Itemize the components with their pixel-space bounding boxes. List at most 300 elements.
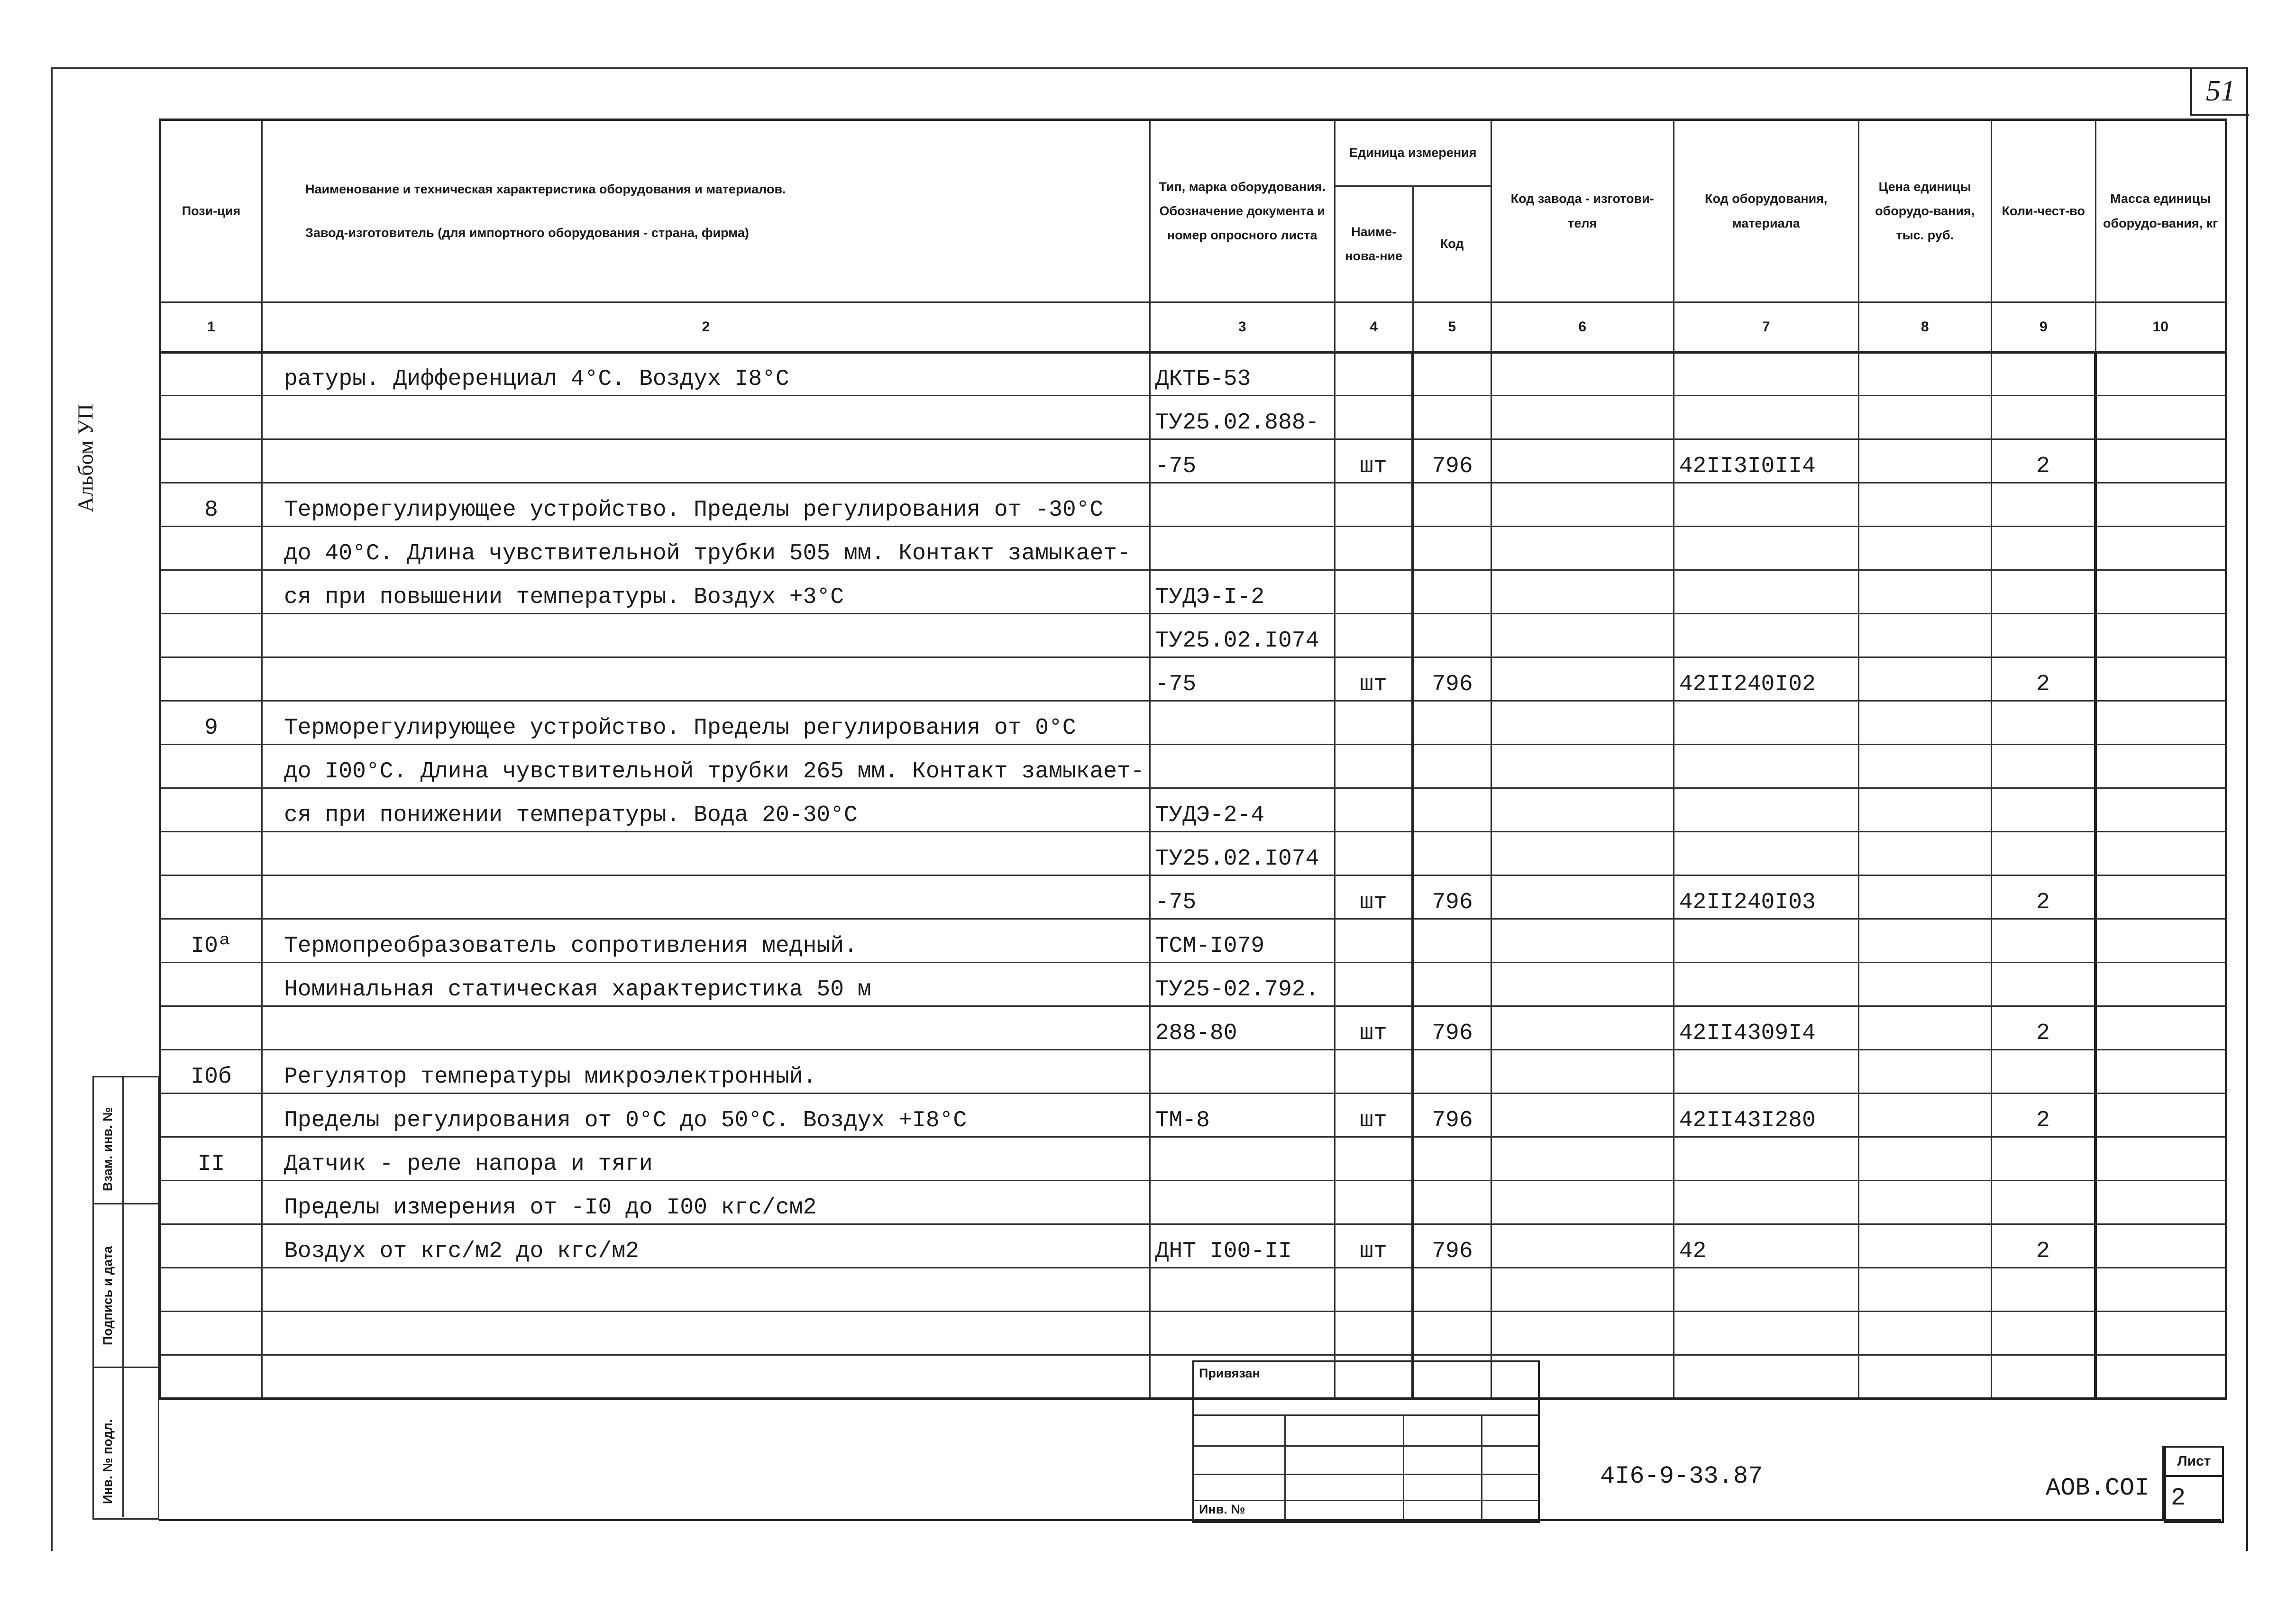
name-cell: ся при повышении температуры. Воздух +3°С <box>262 570 1150 614</box>
unit-name-cell <box>1335 614 1413 657</box>
table-body <box>160 352 2226 1399</box>
plant-code-cell <box>1491 396 1674 439</box>
mass-cell <box>2095 570 2226 614</box>
type-cell: ДКТБ-53 <box>1150 352 1335 396</box>
equipment-code-cell <box>1674 614 1858 657</box>
plant-code-cell <box>1491 745 1674 788</box>
table-row <box>160 1094 2226 1137</box>
unit-code-cell <box>1413 483 1491 527</box>
unit-code-cell <box>1413 396 1491 439</box>
column-number: 2 <box>262 302 1150 352</box>
mass-cell <box>2095 1137 2226 1181</box>
unit-name-cell <box>1335 527 1413 570</box>
price-cell <box>1858 1050 1991 1094</box>
type-cell <box>1150 1050 1335 1094</box>
unit-name-cell: шт <box>1335 1006 1413 1050</box>
plant-code-cell <box>1491 788 1674 832</box>
name-cell: Терморегулирующее устройство. Пределы регулирования от -30°С <box>262 483 1150 527</box>
quantity-cell: 2 <box>1991 1094 2095 1137</box>
frame-left-border <box>51 67 53 1551</box>
document-code: 4I6-9-33.87 <box>1600 1462 1763 1490</box>
type-cell <box>1150 483 1335 527</box>
unit-code-cell <box>1413 527 1491 570</box>
name-cell <box>262 1006 1150 1050</box>
unit-code-cell <box>1413 1268 1491 1312</box>
unit-code-cell <box>1413 963 1491 1006</box>
quantity-cell <box>1991 483 2095 527</box>
mass-cell <box>2095 352 2226 396</box>
plant-code-cell <box>1491 439 1674 483</box>
column-number: 4 <box>1335 302 1413 352</box>
name-cell: до 40°С. Длина чувствительной трубки 505 мм. Контакт замыкает- <box>262 527 1150 570</box>
price-cell <box>1858 352 1991 396</box>
position-cell <box>160 614 262 657</box>
mass-cell <box>2095 1094 2226 1137</box>
position-cell <box>160 875 262 919</box>
unit-code-cell: 796 <box>1413 657 1491 701</box>
mass-cell <box>2095 963 2226 1006</box>
price-cell <box>1858 1137 1991 1181</box>
position-cell <box>160 439 262 483</box>
position-cell <box>160 1006 262 1050</box>
table-header <box>160 120 2226 352</box>
header-price: Цена единицы оборудо-вания, тыс. руб. <box>1858 120 1991 302</box>
type-cell: ТУДЭ-2-4 <box>1150 788 1335 832</box>
plant-code-cell <box>1491 1050 1674 1094</box>
price-cell <box>1858 439 1991 483</box>
name-cell: до I00°С. Длина чувствительной трубки 265 мм. Контакт замыкает- <box>262 745 1150 788</box>
unit-name-cell: шт <box>1335 1094 1413 1137</box>
quantity-cell <box>1991 919 2095 963</box>
table-row <box>160 745 2226 788</box>
position-cell <box>160 352 262 396</box>
header-unit-group: Единица измерения <box>1335 120 1491 186</box>
mass-cell <box>2095 483 2226 527</box>
quantity-cell: 2 <box>1991 875 2095 919</box>
equipment-code-cell <box>1674 1137 1858 1181</box>
frame-right-border <box>2246 67 2248 1551</box>
stamp-signature-label: Подпись и дата <box>101 1246 115 1345</box>
equipment-code-cell <box>1674 570 1858 614</box>
column-number: 7 <box>1674 302 1858 352</box>
unit-code-cell: 796 <box>1413 1006 1491 1050</box>
type-cell: ТУ25-02.792. <box>1150 963 1335 1006</box>
quantity-cell <box>1991 1137 2095 1181</box>
plant-code-cell <box>1491 657 1674 701</box>
quantity-cell <box>1991 788 2095 832</box>
type-cell: -75 <box>1150 439 1335 483</box>
unit-name-cell: шт <box>1335 657 1413 701</box>
equipment-code-cell <box>1674 919 1858 963</box>
position-cell <box>160 1268 262 1312</box>
unit-code-cell <box>1413 352 1491 396</box>
table-row <box>160 1137 2226 1181</box>
specification-table <box>159 119 2227 1400</box>
equipment-code-cell <box>1674 788 1858 832</box>
equipment-code-cell <box>1674 1268 1858 1312</box>
plant-code-cell <box>1491 1181 1674 1224</box>
mass-cell <box>2095 788 2226 832</box>
unit-name-cell: шт <box>1335 1224 1413 1268</box>
quantity-cell <box>1991 1312 2095 1355</box>
quantity-cell <box>1991 396 2095 439</box>
column-number: 10 <box>2095 302 2226 352</box>
equipment-code-cell <box>1674 963 1858 1006</box>
price-cell <box>1858 483 1991 527</box>
unit-name-cell <box>1335 701 1413 745</box>
price-cell <box>1858 788 1991 832</box>
equipment-code-cell: 42 <box>1674 1224 1858 1268</box>
type-cell <box>1150 527 1335 570</box>
stamp-vzam-cell <box>94 1077 158 1204</box>
equipment-code-cell <box>1674 1312 1858 1355</box>
name-cell <box>262 614 1150 657</box>
mass-cell <box>2095 657 2226 701</box>
sheet-number-value: 2 <box>2171 1484 2186 1512</box>
stamp-inv-cell <box>94 1367 158 1517</box>
album-label-text: Альбом УП <box>73 403 98 513</box>
mass-cell <box>2095 1224 2226 1268</box>
mass-cell <box>2095 919 2226 963</box>
quantity-cell <box>1991 527 2095 570</box>
equipment-code-cell <box>1674 1050 1858 1094</box>
quantity-cell <box>1991 570 2095 614</box>
equipment-code-cell: 42II4309I4 <box>1674 1006 1858 1050</box>
unit-code-cell: 796 <box>1413 439 1491 483</box>
stamp-signature-cell <box>94 1203 158 1368</box>
header-position: Пози-ция <box>160 120 262 302</box>
plant-code-cell <box>1491 875 1674 919</box>
position-cell: 9 <box>160 701 262 745</box>
plant-code-cell <box>1491 1312 1674 1355</box>
unit-code-cell: 796 <box>1413 875 1491 919</box>
name-cell: Номинальная статическая характеристика 50 м <box>262 963 1150 1006</box>
mass-cell <box>2095 527 2226 570</box>
quantity-cell <box>1991 352 2095 396</box>
quantity-cell <box>1991 1181 2095 1224</box>
equipment-code-cell <box>1674 1355 1858 1399</box>
price-cell <box>1858 1355 1991 1399</box>
plant-code-cell <box>1491 832 1674 875</box>
unit-code-cell <box>1413 570 1491 614</box>
bottom-border <box>159 1519 2221 1521</box>
equipment-code-cell: 42II240I03 <box>1674 875 1858 919</box>
name-cell <box>262 657 1150 701</box>
mass-cell <box>2095 1050 2226 1094</box>
plant-code-cell <box>1491 352 1674 396</box>
type-cell: ТСМ-I079 <box>1150 919 1335 963</box>
quantity-cell <box>1991 963 2095 1006</box>
type-cell: ТМ-8 <box>1150 1094 1335 1137</box>
table-row <box>160 701 2226 745</box>
sheet-code: АОВ.СОI <box>2046 1474 2150 1502</box>
quantity-cell: 2 <box>1991 1006 2095 1050</box>
equipment-code-cell <box>1674 352 1858 396</box>
price-cell <box>1858 1312 1991 1355</box>
unit-name-cell <box>1335 963 1413 1006</box>
name-cell <box>262 832 1150 875</box>
name-cell: Пределы измерения от -I0 до I00 кгс/см2 <box>262 1181 1150 1224</box>
column-number: 3 <box>1150 302 1335 352</box>
plant-code-cell <box>1491 1094 1674 1137</box>
position-cell <box>160 1094 262 1137</box>
unit-code-cell <box>1413 919 1491 963</box>
unit-name-cell <box>1335 1137 1413 1181</box>
unit-name-cell <box>1335 1181 1413 1224</box>
type-cell <box>1150 1137 1335 1181</box>
position-cell <box>160 1224 262 1268</box>
table-row <box>160 1006 2226 1050</box>
plant-code-cell <box>1491 1006 1674 1050</box>
unit-name-cell <box>1335 1050 1413 1094</box>
quantity-cell <box>1991 745 2095 788</box>
name-cell: ся при понижении температуры. Вода 20-30°С <box>262 788 1150 832</box>
position-cell <box>160 527 262 570</box>
quantity-cell <box>1991 614 2095 657</box>
mass-cell <box>2095 701 2226 745</box>
type-cell <box>1150 1268 1335 1312</box>
table-row <box>160 352 2226 396</box>
price-cell <box>1858 1268 1991 1312</box>
type-cell: ТУ25.02.888- <box>1150 396 1335 439</box>
equipment-code-cell <box>1674 396 1858 439</box>
unit-name-cell: шт <box>1335 439 1413 483</box>
mass-cell <box>2095 1355 2226 1399</box>
table-row <box>160 1181 2226 1224</box>
frame-top-border <box>52 67 2246 69</box>
mass-cell <box>2095 1268 2226 1312</box>
header-name-line1: Наименование и техническая характеристика оборудования и материалов. <box>305 182 786 197</box>
binding-stamp <box>1192 1360 1540 1523</box>
equipment-code-cell: 42II43I280 <box>1674 1094 1858 1137</box>
position-cell <box>160 832 262 875</box>
type-cell: -75 <box>1150 875 1335 919</box>
position-cell: 8 <box>160 483 262 527</box>
side-stamp <box>92 1076 159 1520</box>
equipment-code-cell <box>1674 483 1858 527</box>
unit-name-cell <box>1335 1312 1413 1355</box>
price-cell <box>1858 527 1991 570</box>
table-row <box>160 570 2226 614</box>
mass-cell <box>2095 1181 2226 1224</box>
table-row <box>160 875 2226 919</box>
table-row <box>160 396 2226 439</box>
plant-code-cell <box>1491 701 1674 745</box>
unit-name-cell <box>1335 396 1413 439</box>
name-cell: Воздух от кгс/м2 до кгс/м2 <box>262 1224 1150 1268</box>
table-row <box>160 788 2226 832</box>
name-cell: Датчик - реле напора и тяги <box>262 1137 1150 1181</box>
unit-code-cell <box>1413 1312 1491 1355</box>
type-cell <box>1150 1181 1335 1224</box>
position-cell <box>160 963 262 1006</box>
price-cell <box>1858 745 1991 788</box>
plant-code-cell <box>1491 919 1674 963</box>
mass-cell <box>2095 1312 2226 1355</box>
position-cell <box>160 788 262 832</box>
table-row <box>160 1268 2226 1312</box>
price-cell <box>1858 614 1991 657</box>
table-row <box>160 614 2226 657</box>
name-cell: Термопреобразователь сопротивления медный. <box>262 919 1150 963</box>
type-cell: -75 <box>1150 657 1335 701</box>
quantity-cell: 2 <box>1991 439 2095 483</box>
table-row <box>160 1312 2226 1355</box>
price-cell <box>1858 1094 1991 1137</box>
mass-cell <box>2095 1006 2226 1050</box>
unit-code-cell <box>1413 1050 1491 1094</box>
quantity-cell: 2 <box>1991 657 2095 701</box>
position-cell <box>160 1312 262 1355</box>
table-row <box>160 1050 2226 1094</box>
equipment-code-cell <box>1674 1181 1858 1224</box>
unit-code-cell <box>1413 1181 1491 1224</box>
price-cell <box>1858 701 1991 745</box>
header-equipment-code: Код оборудования, материала <box>1674 120 1858 302</box>
quantity-cell <box>1991 832 2095 875</box>
privyazan-label: Привязан <box>1199 1366 1260 1380</box>
position-cell <box>160 1181 262 1224</box>
price-cell <box>1858 1006 1991 1050</box>
plant-code-cell <box>1491 1224 1674 1268</box>
type-cell: 288-80 <box>1150 1006 1335 1050</box>
name-cell: Пределы регулирования от 0°С до 50°С. Воздух +I8°С <box>262 1094 1150 1137</box>
column-number-row <box>160 302 2226 352</box>
unit-name-cell <box>1335 570 1413 614</box>
unit-name-cell <box>1335 1268 1413 1312</box>
type-cell: ТУ25.02.I074 <box>1150 832 1335 875</box>
type-cell <box>1150 701 1335 745</box>
unit-code-cell <box>1413 1137 1491 1181</box>
mass-cell <box>2095 396 2226 439</box>
header-name <box>262 120 1150 302</box>
header-unit-name: Наиме-нова-ние <box>1335 186 1413 302</box>
price-cell <box>1858 396 1991 439</box>
unit-code-cell <box>1413 745 1491 788</box>
unit-code-cell: 796 <box>1413 1224 1491 1268</box>
quantity-cell: 2 <box>1991 1224 2095 1268</box>
price-cell <box>1858 919 1991 963</box>
header-mass: Масса единицы оборудо-вания, кг <box>2095 120 2226 302</box>
unit-code-cell <box>1413 701 1491 745</box>
quantity-cell <box>1991 701 2095 745</box>
name-cell <box>262 1312 1150 1355</box>
type-cell: ТУДЭ-I-2 <box>1150 570 1335 614</box>
mass-cell <box>2095 832 2226 875</box>
plant-code-cell <box>1491 527 1674 570</box>
position-cell: I0б <box>160 1050 262 1094</box>
mass-cell <box>2095 439 2226 483</box>
column-number: 1 <box>160 302 262 352</box>
stamp-inv-label: Инв. № подл. <box>101 1419 115 1504</box>
table-row <box>160 527 2226 570</box>
unit-name-cell: шт <box>1335 875 1413 919</box>
name-cell <box>262 875 1150 919</box>
sheet-number-label: Лист <box>2166 1448 2222 1477</box>
album-label <box>71 398 100 512</box>
mass-cell <box>2095 875 2226 919</box>
name-cell <box>262 396 1150 439</box>
equipment-code-cell <box>1674 701 1858 745</box>
position-cell <box>160 657 262 701</box>
header-quantity: Коли-чест-во <box>1991 120 2095 302</box>
position-cell <box>160 1355 262 1399</box>
column-number: 6 <box>1491 302 1674 352</box>
quantity-cell <box>1991 1355 2095 1399</box>
name-cell: ратуры. Дифференциал 4°С. Воздух I8°С <box>262 352 1150 396</box>
position-cell: II <box>160 1137 262 1181</box>
type-cell: ТУ25.02.I074 <box>1150 614 1335 657</box>
plant-code-cell <box>1491 963 1674 1006</box>
equipment-code-cell <box>1674 745 1858 788</box>
unit-name-cell <box>1335 745 1413 788</box>
unit-name-cell <box>1335 788 1413 832</box>
equipment-code-cell: 42II240I02 <box>1674 657 1858 701</box>
price-cell <box>1858 570 1991 614</box>
position-cell <box>160 570 262 614</box>
inv-no-label: Инв. № <box>1199 1502 1245 1516</box>
name-cell <box>262 1355 1150 1399</box>
table-row <box>160 832 2226 875</box>
page-number: 51 <box>2190 69 2249 116</box>
name-cell <box>262 1268 1150 1312</box>
column-number: 5 <box>1413 302 1491 352</box>
table-row <box>160 963 2226 1006</box>
unit-code-cell <box>1413 788 1491 832</box>
price-cell <box>1858 963 1991 1006</box>
price-cell <box>1858 1224 1991 1268</box>
unit-name-cell <box>1335 483 1413 527</box>
sheet-number-box <box>2164 1446 2224 1523</box>
position-cell <box>160 745 262 788</box>
header-unit-code: Код <box>1413 186 1491 302</box>
unit-name-cell <box>1335 352 1413 396</box>
table-row <box>160 483 2226 527</box>
price-cell <box>1858 875 1991 919</box>
table-row <box>160 919 2226 963</box>
position-cell <box>160 396 262 439</box>
position-cell: I0ª <box>160 919 262 963</box>
unit-code-cell <box>1413 832 1491 875</box>
equipment-code-cell <box>1674 832 1858 875</box>
plant-code-cell <box>1491 483 1674 527</box>
unit-name-cell <box>1335 832 1413 875</box>
type-cell <box>1150 1312 1335 1355</box>
mass-cell <box>2095 745 2226 788</box>
price-cell <box>1858 657 1991 701</box>
mass-cell <box>2095 614 2226 657</box>
column-number: 8 <box>1858 302 1991 352</box>
plant-code-cell <box>1491 570 1674 614</box>
equipment-code-cell: 42II3I0II4 <box>1674 439 1858 483</box>
table-row <box>160 439 2226 483</box>
plant-code-cell <box>1491 1268 1674 1312</box>
table-row <box>160 657 2226 701</box>
header-plant-code: Код завода - изготови-теля <box>1491 120 1674 302</box>
quantity-cell <box>1991 1268 2095 1312</box>
unit-code-cell <box>1413 614 1491 657</box>
name-cell: Регулятор температуры микроэлектронный. <box>262 1050 1150 1094</box>
header-name-line2: Завод-изготовитель (для импортного оборудования - страна, фирма) <box>305 225 749 240</box>
equipment-code-cell <box>1674 527 1858 570</box>
stamp-vzam-label: Взам. инв. № <box>101 1107 115 1191</box>
header-type: Тип, марка оборудования. Обозначение документа и номер опросного листа <box>1150 120 1335 302</box>
price-cell <box>1858 832 1991 875</box>
plant-code-cell <box>1491 1137 1674 1181</box>
quantity-cell <box>1991 1050 2095 1094</box>
plant-code-cell <box>1491 614 1674 657</box>
unit-code-cell: 796 <box>1413 1094 1491 1137</box>
